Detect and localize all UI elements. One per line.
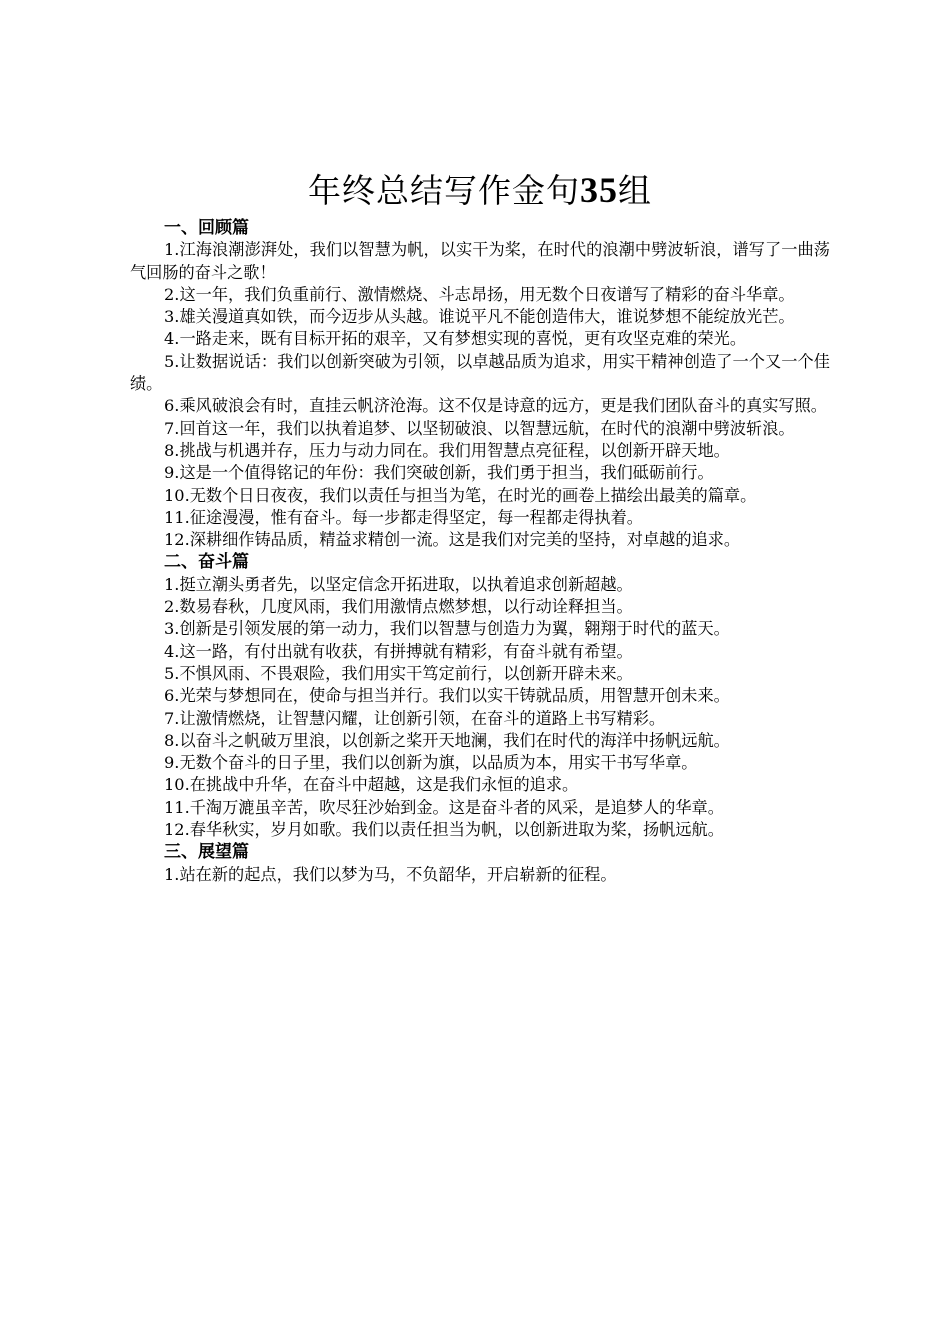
title-text: 年终总结写作金句 (308, 171, 580, 210)
section-heading: 一、回顾篇 (164, 218, 249, 238)
list-item: 12.春华秋实，岁月如歌。我们以责任担当为帆，以创新进取为桨，扬帆远航。 (164, 820, 724, 840)
section-heading: 三、展望篇 (164, 842, 249, 863)
section-outlook (130, 841, 830, 886)
list-item: 1.站在新的起点，我们以梦为马，不负韶华，开启崭新的征程。 (164, 864, 617, 884)
list-item: 5.不惧风雨、不畏艰险，我们用实干笃定前行，以创新开辟未来。 (164, 663, 633, 683)
list-item: 2.数易春秋，几度风雨，我们用激情点燃梦想，以行动诠释担当。 (164, 597, 633, 617)
list-item: 3.雄关漫道真如铁，而今迈步从头越。谁说平凡不能创造伟大，谁说梦想不能绽放光芒。 (164, 307, 795, 327)
section-struggle (130, 551, 830, 841)
list-item: 1.江海浪潮澎湃处，我们以智慧为帆，以实干为桨，在时代的浪潮中劈波斩浪，谱写了一曲荡气回肠的奋斗之歌！ (130, 240, 830, 282)
list-item: 4.一路走来，既有目标开拓的艰辛，又有梦想实现的喜悦，更有攻坚克难的荣光。 (164, 329, 747, 349)
list-item: 4.这一路，有付出就有收获，有拼搏就有精彩，有奋斗就有希望。 (164, 641, 633, 661)
list-item: 10.在挑战中升华，在奋斗中超越，这是我们永恒的追求。 (164, 775, 579, 795)
list-item: 8.以奋斗之帆破万里浪，以创新之桨开天地澜，我们在时代的海洋中扬帆远航。 (164, 730, 730, 750)
list-item: 11.千淘万漉虽辛苦，吹尽狂沙始到金。这是奋斗者的风采，是追梦人的华章。 (164, 797, 724, 817)
list-item: 11.征途漫漫，惟有奋斗。每一步都走得坚定，每一程都走得执着。 (164, 507, 643, 527)
list-item: 3.创新是引领发展的第一动力，我们以智慧与创造力为翼，翱翔于时代的蓝天。 (164, 619, 730, 639)
list-item: 1.挺立潮头勇者先，以坚定信念开拓进取，以执着追求创新超越。 (164, 574, 633, 594)
document-title (130, 168, 830, 213)
document-page (130, 168, 830, 886)
list-item: 6.光荣与梦想同在，使命与担当并行。我们以实干铸就品质，用智慧开创未来。 (164, 686, 730, 706)
section-review (130, 217, 830, 551)
list-item: 2.这一年，我们负重前行、激情燃烧、斗志昂扬，用无数个日夜谱写了精彩的奋斗华章。 (164, 284, 795, 304)
list-item: 8.挑战与机遇并存，压力与动力同在。我们用智慧点亮征程，以创新开辟天地。 (164, 440, 730, 460)
list-item: 5.让数据说话：我们以创新突破为引领，以卓越品质为追求，用实干精神创造了一个又一个佳绩。 (130, 351, 830, 394)
list-item: 9.无数个奋斗的日子里，我们以创新为旗，以品质为本，用实干书写华章。 (164, 753, 698, 773)
list-item: 9.这是一个值得铭记的年份：我们突破创新，我们勇于担当，我们砥砺前行。 (164, 463, 714, 483)
title-number: 35 (580, 170, 618, 210)
document-body (130, 217, 830, 886)
list-item: 10.无数个日日夜夜，我们以责任与担当为笔，在时光的画卷上描绘出最美的篇章。 (164, 485, 757, 505)
list-item: 6.乘风破浪会有时，直挂云帆济沧海。这不仅是诗意的远方，更是我们团队奋斗的真实写照。 (164, 396, 827, 416)
title-suffix: 组 (618, 171, 652, 210)
list-item: 12.深耕细作铸品质，精益求精创一流。这是我们对完美的坚持，对卓越的追求。 (164, 530, 741, 550)
list-item: 7.让激情燃烧，让智慧闪耀，让创新引领，在奋斗的道路上书写精彩。 (164, 708, 666, 728)
section-heading: 二、奋斗篇 (164, 552, 249, 573)
list-item: 7.回首这一年，我们以执着追梦、以坚韧破浪、以智慧远航，在时代的浪潮中劈波斩浪。 (164, 418, 795, 438)
